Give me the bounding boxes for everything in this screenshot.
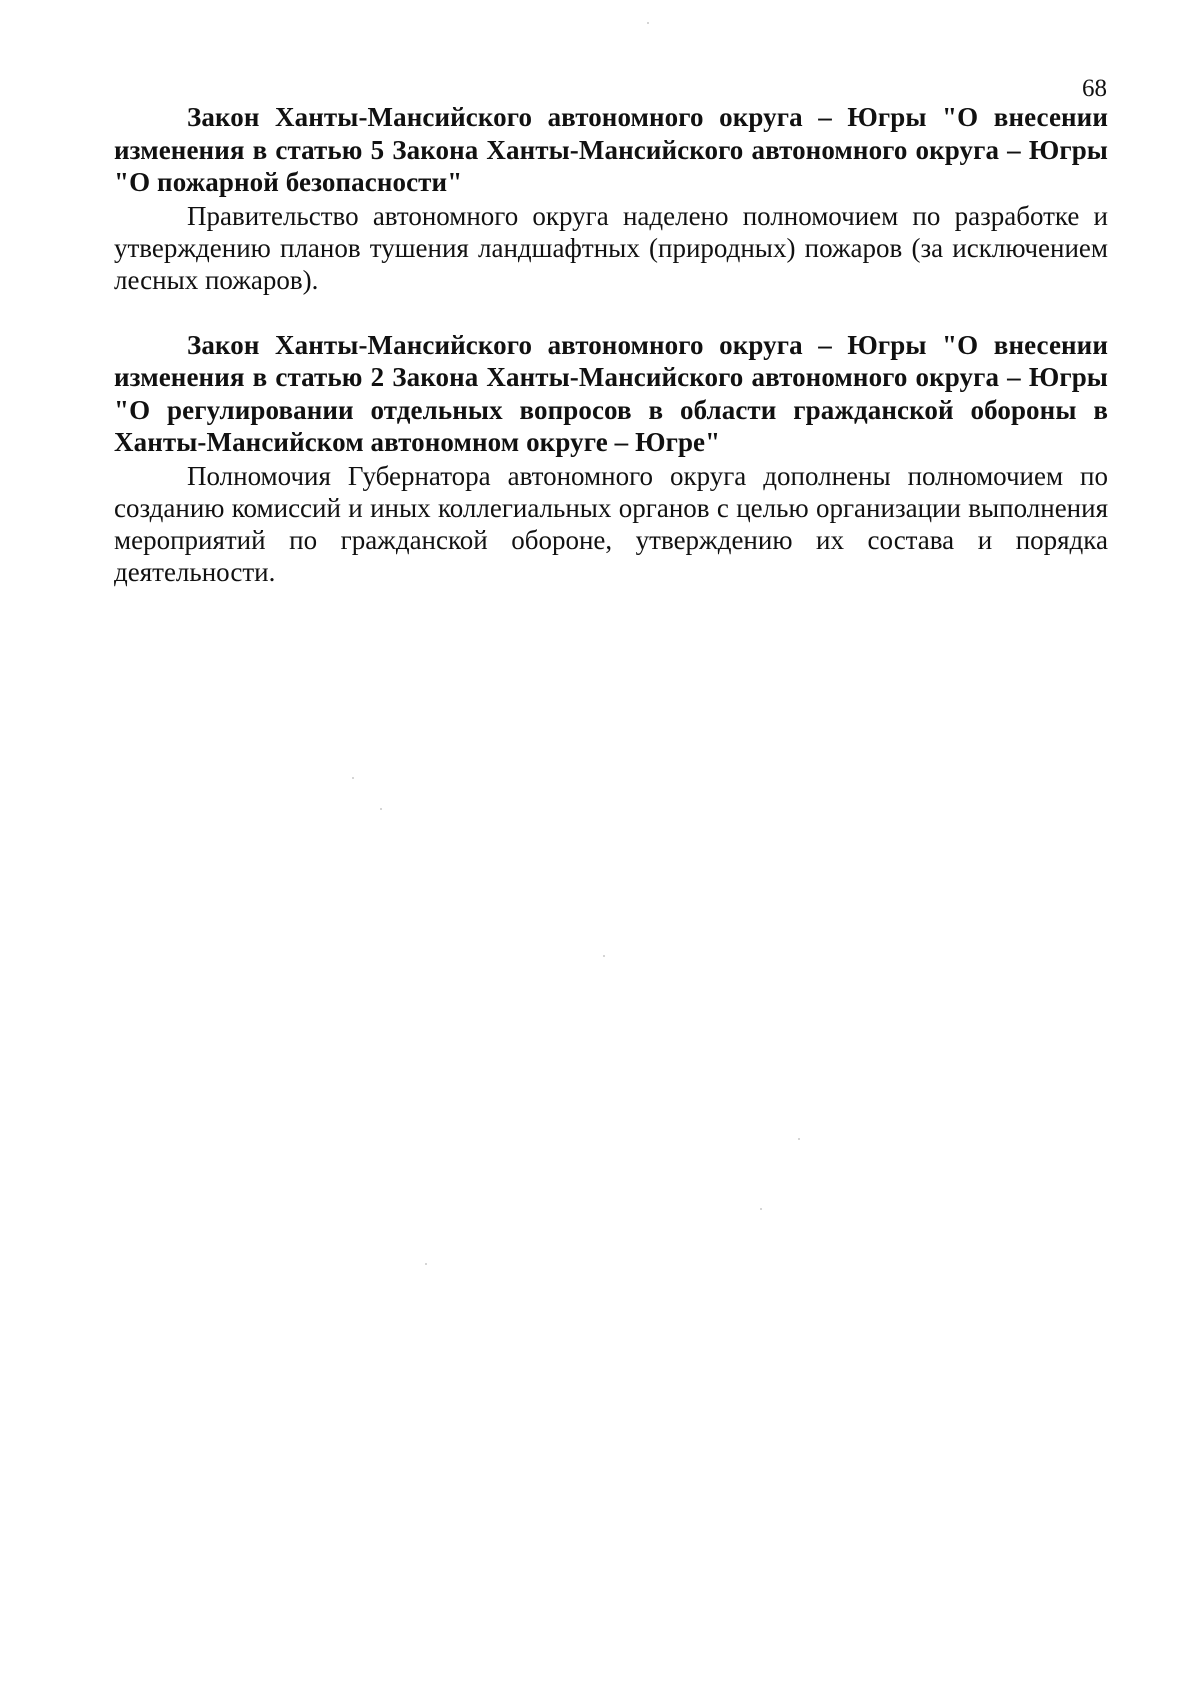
scan-speck <box>647 22 649 24</box>
law-body: Правительство автономного округа наделено полномочием по разработке и утверждению планов тушения ландшафтных (природных) пожаров (за исключением лесных пожаров). <box>114 200 1108 295</box>
scan-speck <box>380 808 382 810</box>
scan-speck <box>352 777 354 779</box>
law-title: Закон Ханты-Мансийского автономного округа – Югры "О внесении изменения в статью 2 Закона Ханты-Мансийского автономного округа – Югры "О регулировании отдельных вопросов в области гражданской обороны в Ханты-Мансийском автономном округе – Югре" <box>114 329 1108 457</box>
scan-speck <box>798 1138 800 1140</box>
law-title: Закон Ханты-Мансийского автономного округа – Югры "О внесении изменения в статью 5 Закона Ханты-Мансийского автономного округа – Югры "О пожарной безопасности" <box>114 102 1108 197</box>
law-section-civil-defense <box>114 329 1108 588</box>
law-body: Полномочия Губернатора автономного округа дополнены полномочием по созданию комиссий и иных коллегиальных органов с целью организации выполнения мероприятий по гражданской обороне, утверждению их состава и порядка деятельности. <box>114 460 1108 587</box>
scan-speck <box>760 1208 762 1210</box>
page-number: 68 <box>1082 75 1107 102</box>
scan-speck <box>603 955 605 957</box>
document-content <box>114 101 1108 588</box>
law-section-fire-safety <box>114 101 1108 296</box>
scan-speck <box>425 1263 427 1265</box>
